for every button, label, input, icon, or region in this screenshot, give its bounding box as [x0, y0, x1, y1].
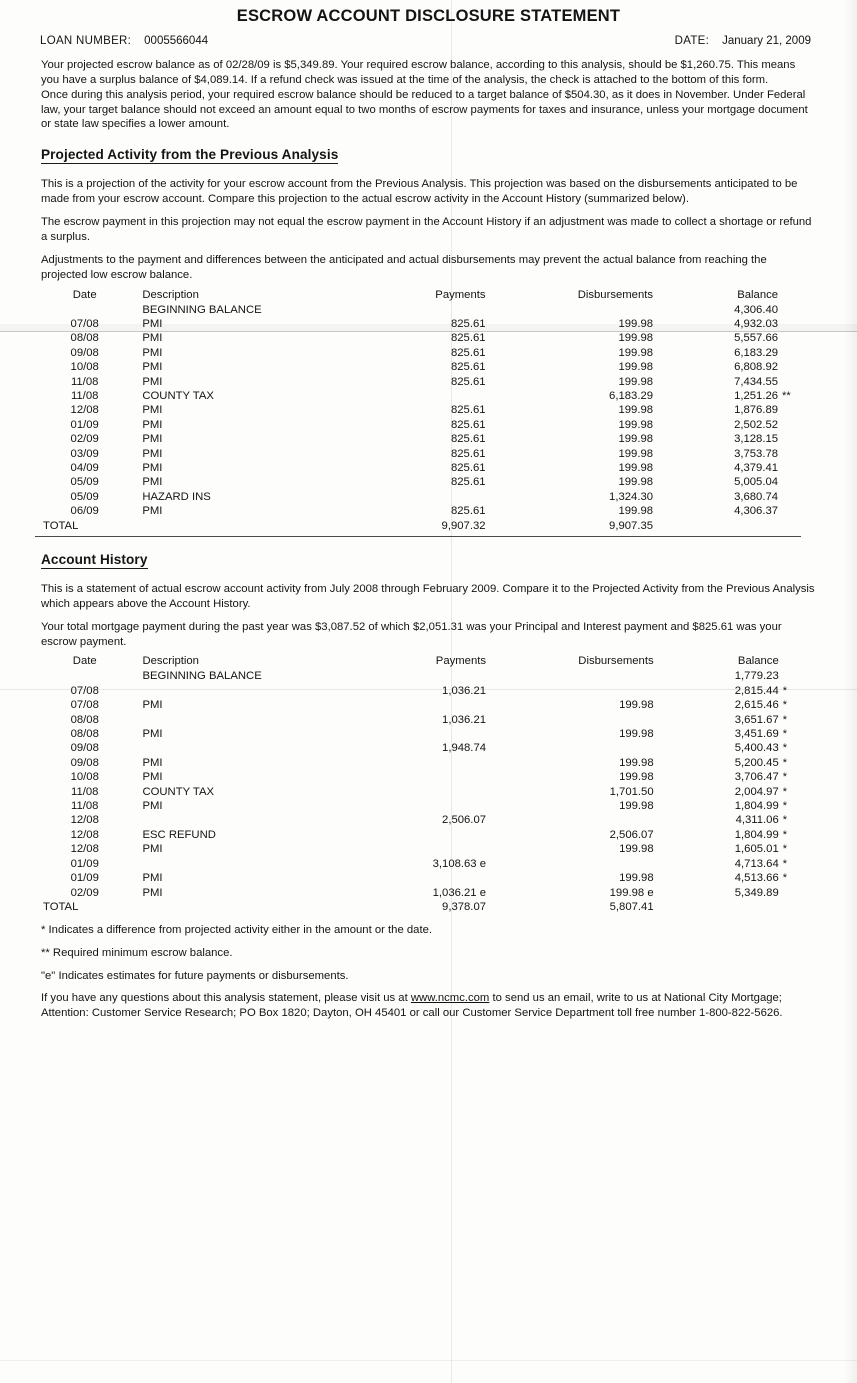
cell-balance: 2,615.46 — [734, 699, 779, 712]
table-row — [41, 828, 805, 842]
table-row — [41, 461, 805, 475]
table-row — [41, 447, 805, 461]
cell-description: PMI — [142, 433, 163, 446]
cell-payments: 825.61 — [450, 317, 486, 330]
cell-disbursements: 199.98 — [618, 346, 654, 359]
cell-balance: 5,005.04 — [734, 476, 779, 489]
cell-flag — [778, 331, 805, 345]
cell-payments — [353, 871, 510, 885]
cell-payments: 825.61 — [450, 361, 486, 374]
cell-description — [128, 713, 353, 727]
column-header-flag — [779, 655, 805, 669]
column-header-description: Description — [142, 655, 199, 668]
cell-description — [128, 857, 353, 871]
cell-flag: * — [782, 771, 788, 784]
cell-balance: 2,815.44 — [734, 684, 779, 697]
cell-description: PMI — [142, 505, 163, 518]
cell-date: 09/08 — [70, 742, 99, 755]
cell-payments: 825.61 — [450, 346, 486, 359]
cell-disbursements: 6,183.29 — [609, 389, 654, 402]
cell-disbursements: 199.98 — [618, 433, 654, 446]
footnote-estimate: "e" Indicates estimates for future payments or disbursements. — [41, 969, 349, 982]
cell-balance: 1,605.01 — [734, 843, 779, 856]
cell-balance: 3,128.15 — [734, 433, 779, 446]
account-history-table — [41, 655, 805, 914]
projected-table-body — [41, 303, 805, 534]
cell-flag — [778, 375, 805, 389]
cell-description — [128, 519, 353, 533]
table-header-row — [41, 655, 805, 669]
cell-disbursements: 199.98 — [618, 361, 654, 374]
cell-disbursements: 199.98 — [618, 418, 654, 431]
cell-date: 05/09 — [70, 476, 99, 489]
cell-payments — [353, 799, 510, 813]
cell-balance: 4,932.03 — [734, 317, 779, 330]
account-history-heading: Account History — [41, 552, 148, 568]
table-row — [41, 669, 805, 683]
cell-flag — [778, 519, 805, 533]
date-label: DATE: — [674, 35, 710, 47]
cell-disbursements: 199.98 — [619, 728, 654, 741]
cell-description: PMI — [142, 375, 163, 388]
intro-paragraph-2: Once during this analysis period, your required escrow balance should be reduced to a target balance of $504.30, as it does in November. Under Federal law, your target balance should not exceed an amount equal to two months of escrow payments for taxes and insurance, unless your mortgage document or state law specifies a lower amount. — [41, 89, 808, 131]
cell-date — [41, 303, 128, 317]
table-row — [41, 886, 805, 900]
cell-disbursements: 1,701.50 — [609, 785, 654, 798]
cell-payments — [353, 756, 510, 770]
cell-description: PMI — [142, 699, 163, 712]
cell-payments: 825.61 — [450, 447, 486, 460]
table-row — [41, 770, 805, 784]
document-meta-row — [40, 35, 811, 47]
cell-flag — [778, 490, 805, 504]
cell-flag — [778, 504, 805, 518]
cell-description: PMI — [142, 317, 163, 330]
cell-date: 12/08 — [70, 843, 99, 856]
table-row — [41, 317, 805, 331]
cell-description: ESC REFUND — [142, 828, 216, 841]
cell-date: 09/08 — [70, 346, 99, 359]
table-row — [41, 799, 805, 813]
table-total-row — [41, 900, 805, 914]
cell-description — [128, 741, 353, 755]
column-header-disbursements: Disbursements — [578, 655, 654, 668]
cell-date: 11/08 — [71, 800, 99, 813]
column-header-flag — [778, 289, 805, 303]
cell-disbursements: 199.98 — [619, 800, 654, 813]
cell-payments: 1,948.74 — [442, 742, 487, 755]
cell-balance: 1,779.23 — [734, 670, 779, 683]
cell-description: PMI — [142, 728, 163, 741]
cell-payments: 1,036.21 — [442, 684, 487, 697]
cell-date: 10/08 — [70, 361, 99, 374]
cell-payments: 825.61 — [450, 332, 486, 345]
cell-flag — [778, 418, 805, 432]
cell-payments: 825.61 — [450, 418, 486, 431]
cell-flag — [779, 886, 805, 900]
projected-activity-heading: Projected Activity from the Previous Analysis — [41, 146, 339, 162]
cell-disbursements: 1,324.30 — [609, 490, 654, 503]
cell-description: PMI — [142, 361, 163, 374]
cell-description: HAZARD INS — [142, 490, 211, 503]
cell-date: 01/09 — [70, 857, 99, 870]
cell-payments: 1,036.21 — [442, 713, 487, 726]
table-row — [41, 727, 805, 741]
table-total-row — [41, 519, 805, 533]
cell-date: 11/08 — [70, 375, 99, 388]
cell-payments: 1,036.21 e — [432, 886, 487, 899]
cell-flag — [778, 461, 805, 475]
loan-number-label: LOAN NUMBER: — [40, 35, 132, 47]
table-row — [41, 389, 805, 403]
cell-balance: 6,183.29 — [734, 346, 779, 359]
loan-number-value: 0005566044 — [144, 35, 209, 47]
cell-payments — [353, 785, 510, 799]
cell-flag: * — [782, 728, 788, 741]
cell-balance: 3,651.67 — [734, 713, 779, 726]
cell-flag — [778, 475, 805, 489]
cell-date: 03/09 — [70, 447, 99, 460]
cell-flag — [779, 669, 805, 683]
cell-disbursements: 199.98 — [619, 872, 654, 885]
page-title: ESCROW ACCOUNT DISCLOSURE STATEMENT — [236, 7, 621, 25]
cell-date: 11/08 — [70, 389, 99, 402]
cell-flag: * — [782, 742, 788, 755]
cell-disbursements: 199.98 — [618, 332, 654, 345]
cell-description: PMI — [142, 404, 163, 417]
cell-description: PMI — [142, 886, 163, 899]
cell-balance: 7,434.55 — [734, 375, 779, 388]
cell-disbursements: 199.98 — [619, 699, 654, 712]
cell-flag: * — [782, 814, 788, 827]
ncmc-website-link[interactable]: www.ncmc.com — [410, 992, 490, 1005]
table-row — [41, 713, 805, 727]
cell-payments: 825.61 — [450, 476, 486, 489]
cell-flag — [778, 346, 805, 360]
cell-description: BEGINNING BALANCE — [142, 303, 262, 316]
footnote-asterisk: * Indicates a difference from projected activity either in the amount or the date. — [41, 924, 433, 937]
cell-payments — [353, 698, 510, 712]
footnotes-block — [41, 923, 815, 1020]
cell-description: COUNTY TAX — [142, 389, 214, 402]
cell-balance: 2,004.97 — [734, 785, 779, 798]
cell-balance: 3,451.69 — [734, 728, 779, 741]
table-row — [41, 504, 805, 518]
cell-description: PMI — [142, 447, 163, 460]
cell-description: PMI — [142, 800, 163, 813]
cell-payments: 825.61 — [450, 433, 486, 446]
cell-description — [128, 684, 353, 698]
column-header-payments: Payments — [435, 288, 486, 301]
column-header-payments: Payments — [435, 655, 487, 668]
column-header-disbursements: Disbursements — [577, 288, 654, 301]
projected-paragraph-3: Adjustments to the payment and differences between the anticipated and actual disbursements may prevent the actual balance from reaching the projected low escrow balance. — [41, 254, 767, 281]
cell-balance: 4,306.40 — [734, 303, 779, 316]
cell-total-balance — [674, 900, 779, 914]
cell-balance: 6,808.92 — [734, 361, 779, 374]
cell-description: PMI — [142, 418, 163, 431]
cell-disbursements: 199.98 — [618, 447, 654, 460]
table-row — [41, 785, 805, 799]
history-paragraph-2: Your total mortgage payment during the past year was $3,087.52 of which $2,051.31 was your Principal and Interest payment and $825.61 was your escrow payment. — [41, 621, 782, 648]
cell-balance: 4,513.66 — [734, 872, 779, 885]
account-history-section — [0, 537, 857, 914]
table-row — [41, 360, 805, 374]
cell-disbursements: 199.98 — [618, 462, 654, 474]
table-row — [41, 698, 805, 712]
cell-payments — [353, 490, 510, 504]
cell-balance: 4,713.64 — [734, 857, 779, 870]
cell-date: 09/08 — [70, 756, 99, 769]
history-paragraph-1: This is a statement of actual escrow account activity from July 2008 through February 2009. Compare it to the Projected Activity from the Previous Analysis which appears above the Account History. — [41, 583, 815, 610]
table-row — [41, 741, 805, 755]
table-row — [41, 842, 805, 856]
column-header-balance: Balance — [737, 655, 779, 668]
cell-flag: * — [782, 800, 788, 813]
cell-date: 12/08 — [70, 814, 99, 827]
cell-payments: 825.61 — [450, 462, 486, 474]
cell-description: PMI — [142, 843, 163, 856]
cell-payments — [353, 770, 510, 784]
cell-payments: 825.61 — [450, 404, 486, 417]
cell-flag — [779, 900, 805, 914]
cell-disbursements: 199.98 — [619, 771, 654, 784]
cell-flag: * — [782, 785, 788, 798]
projected-paragraph-2: The escrow payment in this projection may not equal the escrow payment in the Account History if an adjustment was made to collect a shortage or refund a surplus. — [41, 216, 812, 243]
cell-balance: 3,753.78 — [734, 447, 779, 460]
cell-date: 06/09 — [70, 505, 99, 518]
cell-flag: * — [782, 699, 788, 712]
cell-payments: 3,108.63 e — [432, 857, 487, 870]
fold-crease-lower — [0, 1360, 857, 1361]
cell-date: 12/08 — [70, 828, 99, 841]
cell-payments: 825.61 — [450, 375, 486, 388]
cell-total-label: TOTAL — [43, 900, 79, 913]
cell-description: PMI — [142, 476, 163, 489]
date-value: January 21, 2009 — [722, 35, 811, 47]
cell-flag — [778, 317, 805, 331]
cell-disbursements — [510, 303, 674, 317]
cell-flag — [778, 447, 805, 461]
cell-payments — [353, 828, 510, 842]
column-header-date: Date — [72, 655, 97, 668]
cell-date: 05/09 — [70, 490, 99, 503]
cell-balance: 3,706.47 — [734, 771, 779, 784]
cell-balance: 2,502.52 — [734, 418, 779, 431]
table-header-row — [41, 289, 805, 303]
table-row — [41, 871, 805, 885]
column-header-date: Date — [72, 288, 97, 301]
cell-flag: * — [782, 756, 788, 769]
cell-payments — [353, 669, 510, 683]
cell-flag: * — [782, 713, 788, 726]
table-row — [41, 684, 805, 698]
table-row — [41, 346, 805, 360]
cell-flag: ** — [782, 389, 791, 402]
cell-disbursements: 199.98 — [618, 404, 654, 417]
table-row — [41, 303, 805, 317]
cell-flag — [778, 403, 805, 417]
cell-balance: 4,306.37 — [734, 505, 779, 518]
cell-flag: * — [782, 828, 788, 841]
cell-balance: 1,876.89 — [734, 404, 779, 417]
table-row — [41, 432, 805, 446]
cell-disbursements: 2,506.07 — [609, 828, 654, 841]
cell-date: 08/08 — [70, 713, 99, 726]
footnote-double-asterisk: ** Required minimum escrow balance. — [41, 946, 233, 959]
cell-balance: 5,400.43 — [734, 742, 779, 755]
cell-date: 02/09 — [70, 886, 99, 899]
cell-date: 04/09 — [70, 462, 99, 474]
contact-paragraph — [41, 991, 815, 1020]
cell-description: BEGINNING BALANCE — [142, 670, 262, 683]
cell-flag: * — [782, 857, 788, 870]
cell-payments — [353, 303, 510, 317]
cell-total-disbursements: 5,807.41 — [609, 900, 654, 913]
cell-total-label: TOTAL — [43, 519, 79, 532]
cell-date: 07/08 — [70, 684, 99, 697]
cell-description: PMI — [142, 771, 163, 784]
cell-disbursements: 199.98 e — [609, 886, 654, 899]
cell-disbursements: 199.98 — [618, 375, 654, 388]
table-row — [41, 813, 805, 827]
cell-disbursements — [510, 741, 674, 755]
account-history-table-body — [41, 669, 805, 914]
cell-flag: * — [782, 684, 788, 697]
cell-flag — [778, 303, 805, 317]
cell-balance: 4,311.06 — [735, 814, 779, 827]
cell-description: PMI — [142, 332, 163, 345]
intro-paragraph-1: Your projected escrow balance as of 02/28/09 is $5,349.89. Your required escrow balance, according to this analysis, should be $1,260.75. This means you have a surplus balance of $4,089.14. If a refund check was issued at the time of the analysis, the check is attached to the bottom of this form. — [41, 59, 796, 86]
cell-description — [128, 900, 353, 914]
cell-payments — [353, 727, 510, 741]
projected-activity-table — [41, 289, 805, 534]
cell-disbursements — [510, 713, 674, 727]
cell-total-disbursements: 9,907.35 — [609, 519, 654, 532]
cell-balance: 1,251.26 — [734, 389, 779, 402]
cell-description: PMI — [142, 756, 163, 769]
cell-disbursements: 199.98 — [619, 843, 654, 856]
contact-text-before: If you have any questions about this analysis statement, please visit us at — [41, 992, 411, 1005]
cell-balance: 5,200.45 — [734, 756, 779, 769]
cell-description: PMI — [142, 462, 163, 474]
cell-payments — [353, 389, 510, 403]
loan-number-group — [40, 35, 208, 47]
cell-disbursements: 199.98 — [619, 756, 654, 769]
cell-disbursements — [510, 684, 674, 698]
cell-payments: 2,506.07 — [442, 814, 487, 827]
cell-flag — [778, 432, 805, 446]
table-row — [41, 418, 805, 432]
cell-payments — [353, 842, 510, 856]
cell-date: 08/08 — [70, 728, 99, 741]
cell-date: 11/08 — [71, 785, 99, 798]
cell-date: 08/08 — [70, 332, 99, 345]
cell-description: COUNTY TAX — [142, 785, 215, 798]
table-row — [41, 375, 805, 389]
cell-balance: 1,804.99 — [734, 828, 779, 841]
cell-date: 12/08 — [70, 404, 99, 417]
table-row — [41, 490, 805, 504]
table-row — [41, 475, 805, 489]
cell-disbursements: 199.98 — [618, 476, 654, 489]
cell-description: PMI — [142, 872, 163, 885]
cell-date: 02/09 — [70, 433, 99, 446]
cell-balance: 1,804.99 — [734, 800, 779, 813]
table-row — [41, 756, 805, 770]
cell-flag — [778, 360, 805, 374]
projected-activity-section — [0, 132, 857, 537]
cell-date: 07/08 — [70, 699, 99, 712]
cell-total-payments: 9,378.07 — [442, 900, 487, 913]
cell-balance: 4,379.41 — [734, 462, 779, 474]
column-header-description: Description — [142, 288, 199, 301]
date-group — [675, 35, 811, 47]
table-row — [41, 403, 805, 417]
cell-description — [128, 813, 353, 827]
cell-date: 01/09 — [70, 418, 99, 431]
cell-balance: 5,557.66 — [734, 332, 779, 345]
cell-date: 07/08 — [70, 317, 99, 330]
cell-date: 01/09 — [70, 872, 99, 885]
cell-flag: * — [782, 843, 788, 856]
cell-disbursements — [510, 669, 674, 683]
cell-disbursements: 199.98 — [618, 505, 654, 518]
cell-total-payments: 9,907.32 — [441, 519, 486, 532]
contact-text-after: to send us an email, write to us at National City Mortgage; Attention: Customer Service Research; PO Box 1820; Dayton, OH 45401 or call our Customer Service Department toll free number 1-800-822-5626. — [41, 992, 783, 1019]
cell-description: PMI — [142, 346, 163, 359]
cell-date: 10/08 — [70, 771, 99, 784]
cell-payments: 825.61 — [450, 505, 486, 518]
cell-flag: * — [782, 872, 788, 885]
cell-balance: 5,349.89 — [734, 886, 779, 899]
projected-paragraph-1: This is a projection of the activity for your escrow account from the Previous Analysis. This projection was based on the disbursements anticipated to be made from your escrow account. Compare this projection to the actual escrow activity in the Account History (summarized below). — [41, 177, 798, 205]
cell-disbursements — [510, 813, 674, 827]
cell-total-balance — [673, 519, 778, 533]
column-header-balance: Balance — [737, 288, 779, 301]
cell-date — [41, 669, 128, 683]
cell-balance: 3,680.74 — [734, 490, 779, 503]
table-row — [41, 857, 805, 871]
cell-disbursements: 199.98 — [618, 317, 654, 330]
table-row — [41, 331, 805, 345]
cell-disbursements — [510, 857, 674, 871]
